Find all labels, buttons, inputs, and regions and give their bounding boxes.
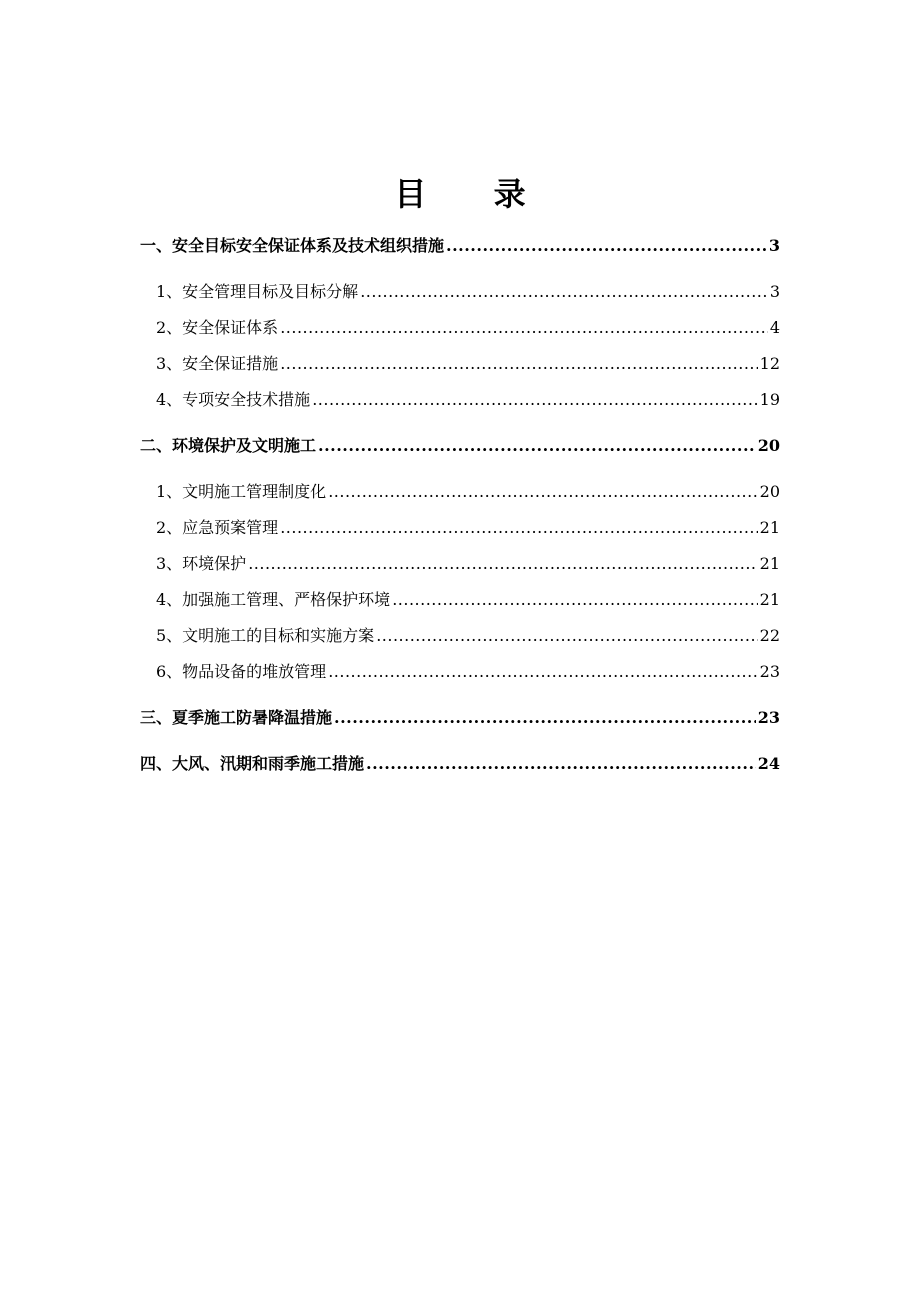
toc-entry-2-1[interactable] <box>140 474 780 510</box>
toc-dot-leader <box>328 654 757 690</box>
toc-entry-1-2[interactable] <box>140 310 780 346</box>
toc-title: 目 录 <box>394 175 554 213</box>
toc-entry-text: 一、安全目标安全保证体系及技术组织措施 <box>140 236 445 255</box>
toc-dot-leader <box>280 310 768 346</box>
toc-dot-leader <box>366 746 756 782</box>
toc-dot-leader <box>312 382 757 418</box>
toc-entry-section-4[interactable] <box>140 746 780 782</box>
toc-dot-leader <box>446 228 767 264</box>
toc-page-number: 23 <box>757 708 780 727</box>
toc-entry-text: 1、文明施工管理制度化 <box>156 482 327 501</box>
toc-entry-1-1[interactable] <box>140 274 780 310</box>
toc-page-number: 24 <box>757 754 780 773</box>
toc-dot-leader <box>360 274 768 310</box>
toc-page-number: 3 <box>768 236 780 255</box>
toc-entry-2-5[interactable] <box>140 618 780 654</box>
toc-entry-2-3[interactable] <box>140 546 780 582</box>
toc-entry-text: 2、安全保证体系 <box>156 318 279 337</box>
toc-entry-text: 2、应急预案管理 <box>156 518 279 537</box>
toc-entry-text: 三、夏季施工防暑降温措施 <box>140 708 333 727</box>
toc-entry-text: 四、大风、汛期和雨季施工措施 <box>140 754 365 773</box>
toc-entry-2-6[interactable] <box>140 654 780 690</box>
toc-entry-section-3[interactable] <box>140 700 780 736</box>
toc-entry-1-3[interactable] <box>140 346 780 382</box>
toc-page-number: 22 <box>759 626 780 645</box>
toc-page-number: 21 <box>759 518 780 537</box>
toc-entry-section-1[interactable] <box>140 228 780 264</box>
toc-dot-leader <box>318 428 756 464</box>
toc-entry-2-2[interactable] <box>140 510 780 546</box>
toc-dot-leader <box>280 510 757 546</box>
toc-page-number: 23 <box>759 662 780 681</box>
table-of-contents <box>140 228 780 782</box>
toc-page-number: 21 <box>759 554 780 573</box>
toc-dot-leader <box>248 546 757 582</box>
toc-entry-text: 3、安全保证措施 <box>156 354 279 373</box>
toc-entry-text: 3、环境保护 <box>156 554 247 573</box>
toc-entry-text: 6、物品设备的堆放管理 <box>156 662 327 681</box>
toc-page-number: 4 <box>769 318 780 337</box>
toc-page-number: 21 <box>759 590 780 609</box>
toc-page-number: 3 <box>769 282 780 301</box>
toc-dot-leader <box>376 618 757 654</box>
toc-entry-text: 4、加强施工管理、严格保护环境 <box>156 590 391 609</box>
toc-entry-text: 1、安全管理目标及目标分解 <box>156 282 359 301</box>
toc-entry-section-2[interactable] <box>140 428 780 464</box>
toc-page-number: 19 <box>759 390 780 409</box>
toc-dot-leader <box>328 474 757 510</box>
toc-page-number: 20 <box>759 482 780 501</box>
toc-entry-2-4[interactable] <box>140 582 780 618</box>
toc-dot-leader <box>392 582 757 618</box>
toc-entry-text: 4、专项安全技术措施 <box>156 390 311 409</box>
toc-entry-text: 5、文明施工的目标和实施方案 <box>156 626 375 645</box>
toc-entry-1-4[interactable] <box>140 382 780 418</box>
toc-dot-leader <box>280 346 757 382</box>
toc-page-number: 12 <box>759 354 780 373</box>
toc-page-number: 20 <box>757 436 780 455</box>
toc-dot-leader <box>334 700 756 736</box>
toc-entry-text: 二、环境保护及文明施工 <box>140 436 317 455</box>
